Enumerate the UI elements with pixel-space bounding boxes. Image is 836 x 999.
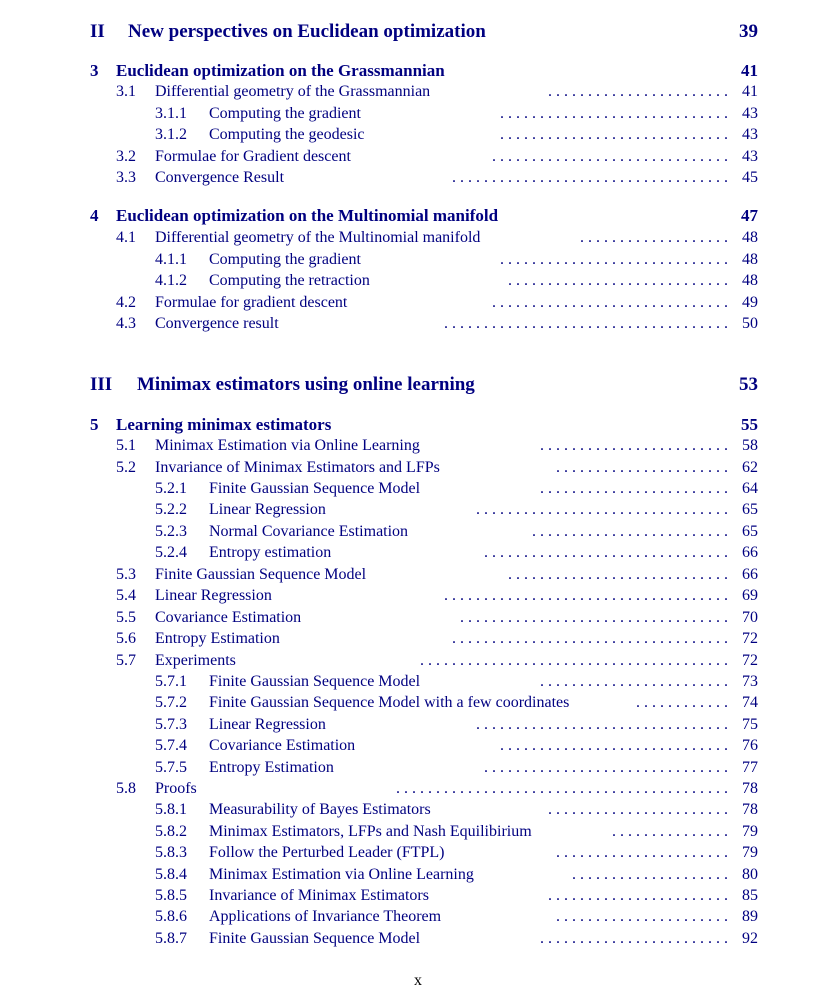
toc-entry-title[interactable]: Convergence result [155, 315, 279, 332]
leader-dots: . . . . . . . . . . . . . . . . . . . . . . . . . . . . . [500, 251, 728, 268]
toc-entry-title[interactable]: Computing the retraction [209, 272, 370, 289]
toc-entry-subsection[interactable] [0, 929, 836, 949]
leader-dots: . . . . . . . . . . . . . . . . . . . . . . . . . . . . . . [492, 294, 728, 311]
toc-entry-page[interactable]: 47 [741, 206, 758, 225]
toc-entry-page[interactable]: 66 [742, 566, 758, 583]
leader-dots: . . . . . . . . . . . . . . . . . . . . . . . . . . . . . . . . . . . . [444, 315, 728, 332]
toc-entry-chapter[interactable] [0, 206, 836, 226]
toc-entry-title[interactable]: Experiments [155, 652, 236, 669]
toc-entry-title[interactable]: Measurability of Bayes Estimators [209, 801, 431, 818]
toc-entry-page[interactable]: 48 [742, 272, 758, 289]
toc-entry-page[interactable]: 70 [742, 609, 758, 626]
toc-entry-subsection[interactable] [0, 250, 836, 270]
toc-entry-section[interactable] [0, 651, 836, 671]
leader-dots: . . . . . . . . . . . . . . . . . . . . . . . . . . . . . . . [484, 544, 728, 561]
toc-entry-number: 5.8.4 [155, 866, 187, 883]
toc-entry-number: 3 [90, 61, 99, 80]
toc-entry-page[interactable]: 75 [742, 716, 758, 733]
toc-entry-page[interactable]: 79 [742, 823, 758, 840]
toc-entry-number: 5.2.3 [155, 523, 187, 540]
toc-entry-subsection[interactable] [0, 672, 836, 692]
toc-entry-number: 3.3 [116, 169, 136, 186]
toc-entry-page[interactable]: 78 [742, 801, 758, 818]
leader-dots: . . . . . . . . . . . . . . . . . . . . . . [556, 844, 728, 861]
toc-entry-subsection[interactable] [0, 479, 836, 499]
toc-entry-number: 5.4 [116, 587, 136, 604]
leader-dots: . . . . . . . . . . . . . . . . . . . . [572, 866, 728, 883]
toc-entry-title[interactable]: Finite Gaussian Sequence Model [209, 480, 421, 497]
toc-entry-number: 5.8.6 [155, 908, 187, 925]
toc-entry-page[interactable]: 50 [742, 315, 758, 332]
toc-entry-number: 5.8.3 [155, 844, 187, 861]
toc-entry-number: 5.8.5 [155, 887, 187, 904]
toc-entry-title[interactable]: Linear Regression [209, 716, 326, 733]
toc-entry-subsection[interactable] [0, 865, 836, 885]
toc-entry-number: III [90, 374, 113, 395]
toc-entry-page[interactable]: 41 [742, 83, 758, 100]
toc-entry-section[interactable] [0, 565, 836, 585]
toc-entry-title[interactable]: Euclidean optimization on the Multinomial manifold [116, 206, 499, 225]
leader-dots: . . . . . . . . . . . . . . . . . . . . . . [556, 908, 728, 925]
toc-entry-number: 4.1.1 [155, 251, 187, 268]
leader-dots: . . . . . . . . . . . . . . . . . . . [580, 229, 728, 246]
leader-dots: . . . . . . . . . . . . . . . . . . . . . . . . . . . . . . . [484, 759, 728, 776]
toc-entry-page[interactable]: 58 [742, 437, 758, 454]
toc-entry-number: 5.2.4 [155, 544, 187, 561]
toc-entry-subsection[interactable] [0, 522, 836, 542]
toc-entry-number: 3.1 [116, 83, 136, 100]
leader-dots: . . . . . . . . . . . . . . . . . . . . . . . . [540, 480, 728, 497]
toc-entry-subsection[interactable] [0, 886, 836, 906]
page-number: x [414, 972, 422, 989]
toc-entry-title[interactable]: Follow the Perturbed Leader (FTPL) [209, 844, 445, 861]
toc-entry-title[interactable]: Formulae for gradient descent [155, 294, 348, 311]
toc-entry-section[interactable] [0, 314, 836, 334]
leader-dots: . . . . . . . . . . . . . . . . . . . . . . . . . . . . . . . . . . . . . . . [420, 652, 728, 669]
leader-dots: . . . . . . . . . . . . . . . . . . . . . . . . . . . . . [500, 105, 728, 122]
toc-entry-number: 5.6 [116, 630, 136, 647]
toc-entry-number: 5.7.5 [155, 759, 187, 776]
toc-entry-subsection[interactable] [0, 125, 836, 145]
leader-dots: . . . . . . . . . . . . . . . [612, 823, 728, 840]
toc-entry-page[interactable]: 92 [742, 930, 758, 947]
toc-entry-subsection[interactable] [0, 822, 836, 842]
toc-entry-title[interactable]: Convergence Result [155, 169, 285, 186]
toc-entry-title[interactable]: Euclidean optimization on the Grassmannian [116, 61, 445, 80]
toc-entry-title[interactable]: Finite Gaussian Sequence Model [155, 566, 367, 583]
leader-dots: . . . . . . . . . . . . . . . . . . . . . . . . . . . . [508, 272, 728, 289]
toc-entry-page[interactable]: 85 [742, 887, 758, 904]
toc-entry-section[interactable] [0, 82, 836, 102]
leader-dots: . . . . . . . . . . . . . . . . . . . . . . [556, 459, 728, 476]
toc-entry-subsection[interactable] [0, 907, 836, 927]
toc-entry-number: 5.8.2 [155, 823, 187, 840]
toc-entry-subsection[interactable] [0, 271, 836, 291]
toc-entry-title[interactable]: Computing the gradient [209, 105, 361, 122]
toc-entry-number: 5.2.1 [155, 480, 187, 497]
toc-entry-page[interactable]: 55 [741, 415, 758, 434]
toc-entry-subsection[interactable] [0, 693, 836, 713]
toc-entry-section[interactable] [0, 293, 836, 313]
toc-entry-number: 3.2 [116, 148, 136, 165]
toc-entry-page[interactable]: 62 [742, 459, 758, 476]
leader-dots: . . . . . . . . . . . . [636, 694, 728, 711]
leader-dots: . . . . . . . . . . . . . . . . . . . . . . . . . . . . . [500, 737, 728, 754]
toc-entry-number: 5.8 [116, 780, 136, 797]
toc-entry-section[interactable] [0, 608, 836, 628]
toc-entry-section[interactable] [0, 168, 836, 188]
toc-entry-title[interactable]: Entropy Estimation [155, 630, 280, 647]
toc-entry-title[interactable]: Minimax estimators using online learning [137, 374, 475, 395]
toc-entry-page[interactable]: 43 [742, 105, 758, 122]
toc-entry-title[interactable]: Learning minimax estimators [116, 415, 332, 434]
toc-entry-page[interactable]: 72 [742, 630, 758, 647]
toc-entry-subsection[interactable] [0, 758, 836, 778]
toc-entry-page[interactable]: 65 [742, 501, 758, 518]
toc-entry-part[interactable] [0, 373, 836, 397]
toc-entry-title[interactable]: Entropy Estimation [209, 759, 334, 776]
toc-entry-number: 5.7.3 [155, 716, 187, 733]
toc-entry-number: 4.3 [116, 315, 136, 332]
toc-entry-number: 5 [90, 415, 99, 434]
toc-entry-subsection[interactable] [0, 104, 836, 124]
toc-entry-section[interactable] [0, 779, 836, 799]
toc-entry-number: 4.2 [116, 294, 136, 311]
toc-entry-number: 4.1 [116, 229, 136, 246]
toc-entry-title[interactable]: Covariance Estimation [209, 737, 356, 754]
toc-entry-title[interactable]: Entropy estimation [209, 544, 332, 561]
toc-entry-number: II [90, 21, 105, 42]
toc-entry-page[interactable]: 48 [742, 251, 758, 268]
toc-entry-subsection[interactable] [0, 736, 836, 756]
toc-entry-number: 4.1.2 [155, 272, 187, 289]
toc-entry-title[interactable]: Computing the geodesic [209, 126, 365, 143]
toc-entry-title[interactable]: Invariance of Minimax Estimators and LFPs [155, 459, 440, 476]
toc-entry-page[interactable]: 65 [742, 523, 758, 540]
toc-entry-page[interactable]: 64 [742, 480, 758, 497]
toc-entry-title[interactable]: Minimax Estimation via Online Learning [209, 866, 474, 883]
toc-entry-section[interactable] [0, 629, 836, 649]
toc-entry-subsection[interactable] [0, 500, 836, 520]
toc-entry-section[interactable] [0, 458, 836, 478]
toc-entry-page[interactable]: 41 [741, 61, 758, 80]
toc-entry-page[interactable]: 89 [742, 908, 758, 925]
leader-dots: . . . . . . . . . . . . . . . . . . . . . . . . . . . . . . . . . . . [452, 169, 728, 186]
toc-entry-title[interactable]: Linear Regression [155, 587, 272, 604]
toc-entry-title[interactable]: Computing the gradient [209, 251, 361, 268]
toc-entry-number: 5.2 [116, 459, 136, 476]
toc-entry-number: 5.7.4 [155, 737, 187, 754]
leader-dots: . . . . . . . . . . . . . . . . . . . . . . . . . . . . . . . . . . . . . . . . . . [396, 780, 728, 797]
toc-entry-page[interactable]: 80 [742, 866, 758, 883]
toc-entry-page[interactable]: 72 [742, 652, 758, 669]
toc-entry-title[interactable]: Applications of Invariance Theorem [209, 908, 442, 925]
toc-entry-number: 5.3 [116, 566, 136, 583]
toc-entry-number: 5.5 [116, 609, 136, 626]
leader-dots: . . . . . . . . . . . . . . . . . . . . . . . . . . . . . [500, 126, 728, 143]
leader-dots: . . . . . . . . . . . . . . . . . . . . . . . [548, 887, 728, 904]
toc-entry-title[interactable]: Invariance of Minimax Estimators [209, 887, 429, 904]
toc-entry-section[interactable] [0, 436, 836, 456]
toc-entry-number: 5.2.2 [155, 501, 187, 518]
toc-entry-title[interactable]: Minimax Estimators, LFPs and Nash Equilibirium [209, 823, 532, 840]
toc-entry-title[interactable]: Finite Gaussian Sequence Model [209, 673, 421, 690]
toc-entry-number: 5.8.7 [155, 930, 187, 947]
toc-entry-number: 5.7 [116, 652, 136, 669]
toc-entry-section[interactable] [0, 586, 836, 606]
toc-entry-page[interactable]: 74 [742, 694, 758, 711]
toc-entry-title[interactable]: Differential geometry of the Grassmannian [155, 83, 431, 100]
toc-entry-page[interactable]: 49 [742, 294, 758, 311]
toc-entry-page[interactable]: 66 [742, 544, 758, 561]
leader-dots: . . . . . . . . . . . . . . . . . . . . . . . . . . . . [508, 566, 728, 583]
toc-entry-title[interactable]: Formulae for Gradient descent [155, 148, 351, 165]
leader-dots: . . . . . . . . . . . . . . . . . . . . . . . . . . . . . . . . . . . [452, 630, 728, 647]
toc-entry-title[interactable]: Proofs [155, 780, 197, 797]
toc-entry-subsection[interactable] [0, 715, 836, 735]
toc-entry-number: 3.1.1 [155, 105, 187, 122]
toc-entry-title[interactable]: Normal Covariance Estimation [209, 523, 409, 540]
toc-entry-page[interactable]: 43 [742, 148, 758, 165]
toc-entry-number: 5.1 [116, 437, 136, 454]
toc-entry-number: 5.7.2 [155, 694, 187, 711]
toc-entry-title[interactable]: Covariance Estimation [155, 609, 302, 626]
toc-entry-number: 5.7.1 [155, 673, 187, 690]
toc-entry-number: 5.8.1 [155, 801, 187, 818]
toc-entry-number: 4 [90, 206, 99, 225]
toc-entry-section[interactable] [0, 228, 836, 248]
toc-entry-title[interactable]: Finite Gaussian Sequence Model [209, 930, 421, 947]
toc-entry-chapter[interactable] [0, 415, 836, 435]
leader-dots: . . . . . . . . . . . . . . . . . . . . . . . [548, 801, 728, 818]
leader-dots: . . . . . . . . . . . . . . . . . . . . . . . . [540, 437, 728, 454]
toc-entry-number: 3.1.2 [155, 126, 187, 143]
toc-entry-part[interactable] [0, 20, 836, 44]
toc-entry-page[interactable]: 48 [742, 229, 758, 246]
toc-entry-page[interactable]: 73 [742, 673, 758, 690]
leader-dots: . . . . . . . . . . . . . . . . . . . . . . . . [540, 930, 728, 947]
toc-entry-title[interactable]: Linear Regression [209, 501, 326, 518]
toc-entry-page[interactable]: 76 [742, 737, 758, 754]
leader-dots: . . . . . . . . . . . . . . . . . . . . . . . . . . . . . . . . [476, 501, 728, 518]
toc-entry-title[interactable]: Minimax Estimation via Online Learning [155, 437, 420, 454]
toc-entry-title[interactable]: Finite Gaussian Sequence Model with a few coordinates [209, 694, 570, 711]
toc-entry-page[interactable]: 39 [739, 21, 758, 42]
toc-entry-page[interactable]: 79 [742, 844, 758, 861]
leader-dots: . . . . . . . . . . . . . . . . . . . . . . . . . . . . . . . . . . . . [444, 587, 728, 604]
toc-entry-page[interactable]: 45 [742, 169, 758, 186]
toc-entry-subsection[interactable] [0, 843, 836, 863]
toc-entry-page[interactable]: 69 [742, 587, 758, 604]
toc-entry-page[interactable]: 78 [742, 780, 758, 797]
leader-dots: . . . . . . . . . . . . . . . . . . . . . . . . . [532, 523, 728, 540]
leader-dots: . . . . . . . . . . . . . . . . . . . . . . . [548, 83, 728, 100]
toc-entry-title[interactable]: Differential geometry of the Multinomial manifold [155, 229, 481, 246]
leader-dots: . . . . . . . . . . . . . . . . . . . . . . . . [540, 673, 728, 690]
toc-entry-page[interactable]: 43 [742, 126, 758, 143]
leader-dots: . . . . . . . . . . . . . . . . . . . . . . . . . . . . . . [492, 148, 728, 165]
toc-entry-page[interactable]: 77 [742, 759, 758, 776]
toc-entry-page[interactable]: 53 [739, 374, 758, 395]
leader-dots: . . . . . . . . . . . . . . . . . . . . . . . . . . . . . . . . . . [460, 609, 728, 626]
toc-entry-title[interactable]: New perspectives on Euclidean optimization [128, 21, 486, 42]
toc-entry-section[interactable] [0, 147, 836, 167]
leader-dots: . . . . . . . . . . . . . . . . . . . . . . . . . . . . . . . . [476, 716, 728, 733]
toc-entry-subsection[interactable] [0, 800, 836, 820]
toc-entry-chapter[interactable] [0, 61, 836, 81]
toc-entry-subsection[interactable] [0, 543, 836, 563]
